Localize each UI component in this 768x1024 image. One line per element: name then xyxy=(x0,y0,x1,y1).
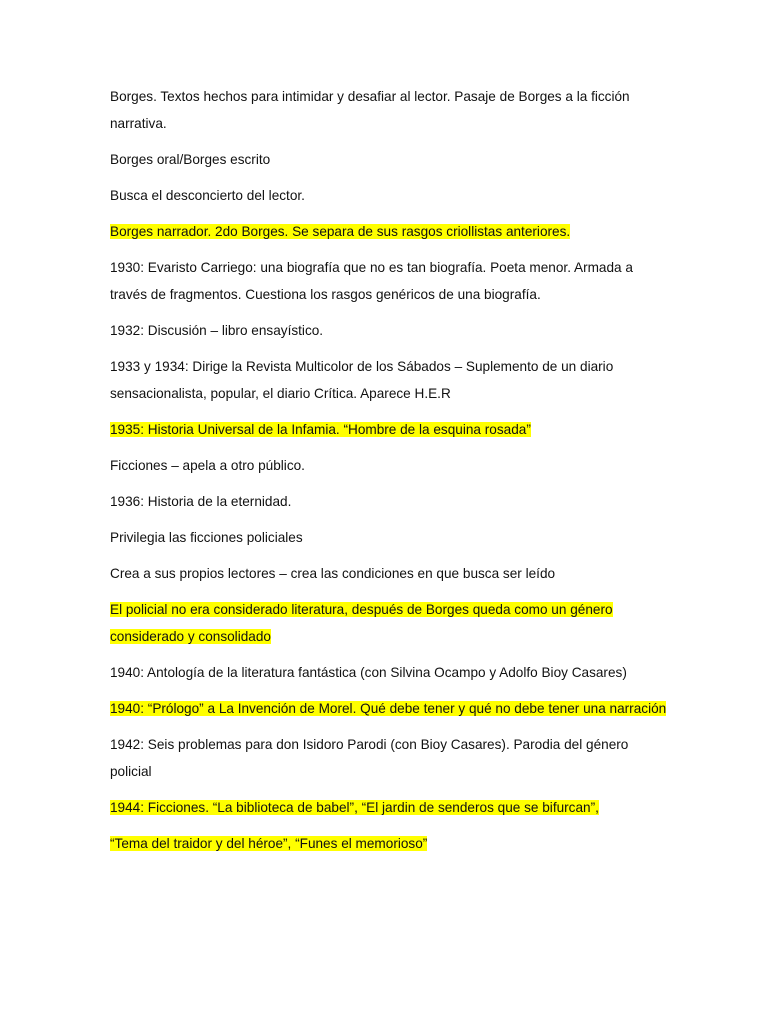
paragraph-14-text: 1940: Antología de la literatura fantástica (con Silvina Ocampo y Adolfo Bioy Casares) xyxy=(110,665,627,680)
paragraph-10-text: 1936: Historia de la eternidad. xyxy=(110,494,292,509)
paragraph-3-text: Busca el desconcierto del lector. xyxy=(110,188,305,203)
paragraph-7-text: 1933 y 1934: Dirige la Revista Multicolor de los Sábados – Suplemento de un diario sensacionalista, popular, el diario Crítica. Aparece H.E.R xyxy=(110,359,614,401)
paragraph-1 xyxy=(110,83,670,137)
paragraph-6 xyxy=(110,317,670,344)
paragraph-4-text: Borges narrador. 2do Borges. Se separa de sus rasgos criollistas anteriores. xyxy=(110,224,571,239)
document-body xyxy=(110,83,670,866)
paragraph-15 xyxy=(110,695,670,722)
paragraph-16 xyxy=(110,731,670,785)
paragraph-5 xyxy=(110,254,670,308)
paragraph-18-text: “Tema del traidor y del héroe”, “Funes el memorioso” xyxy=(110,836,428,851)
paragraph-16-text: 1942: Seis problemas para don Isidoro Parodi (con Bioy Casares). Parodia del género policial xyxy=(110,737,629,779)
paragraph-10 xyxy=(110,488,670,515)
paragraph-13 xyxy=(110,596,670,650)
paragraph-15-text: 1940: “Prólogo” a La Invención de Morel. Qué debe tener y qué no debe tener una narración xyxy=(110,701,667,716)
paragraph-11-text: Privilegia las ficciones policiales xyxy=(110,530,303,545)
paragraph-11 xyxy=(110,524,670,551)
paragraph-5-text: 1930: Evaristo Carriego: una biografía que no es tan biografía. Poeta menor. Armada a través de fragmentos. Cuestiona los rasgos genéricos de una biografía. xyxy=(110,260,633,302)
paragraph-1-text: Borges. Textos hechos para intimidar y desafiar al lector. Pasaje de Borges a la ficción narrativa. xyxy=(110,89,630,131)
paragraph-8-text: 1935: Historia Universal de la Infamia. “Hombre de la esquina rosada” xyxy=(110,422,531,437)
paragraph-9-text: Ficciones – apela a otro público. xyxy=(110,458,305,473)
paragraph-4 xyxy=(110,218,670,245)
paragraph-2-text: Borges oral/Borges escrito xyxy=(110,152,271,167)
paragraph-18 xyxy=(110,830,670,857)
paragraph-6-text: 1932: Discusión – libro ensayístico. xyxy=(110,323,324,338)
paragraph-2 xyxy=(110,146,670,173)
paragraph-14 xyxy=(110,659,670,686)
paragraph-13-text: El policial no era considerado literatura, después de Borges queda como un género considerado y consolidado xyxy=(110,602,613,644)
paragraph-3 xyxy=(110,182,670,209)
paragraph-12 xyxy=(110,560,670,587)
paragraph-9 xyxy=(110,452,670,479)
paragraph-12-text: Crea a sus propios lectores – crea las condiciones en que busca ser leído xyxy=(110,566,556,581)
paragraph-8 xyxy=(110,416,670,443)
paragraph-7 xyxy=(110,353,670,407)
paragraph-17 xyxy=(110,794,670,821)
paragraph-17-text: 1944: Ficciones. “La biblioteca de babel”, “El jardin de senderos que se bifurcan”, xyxy=(110,800,599,815)
